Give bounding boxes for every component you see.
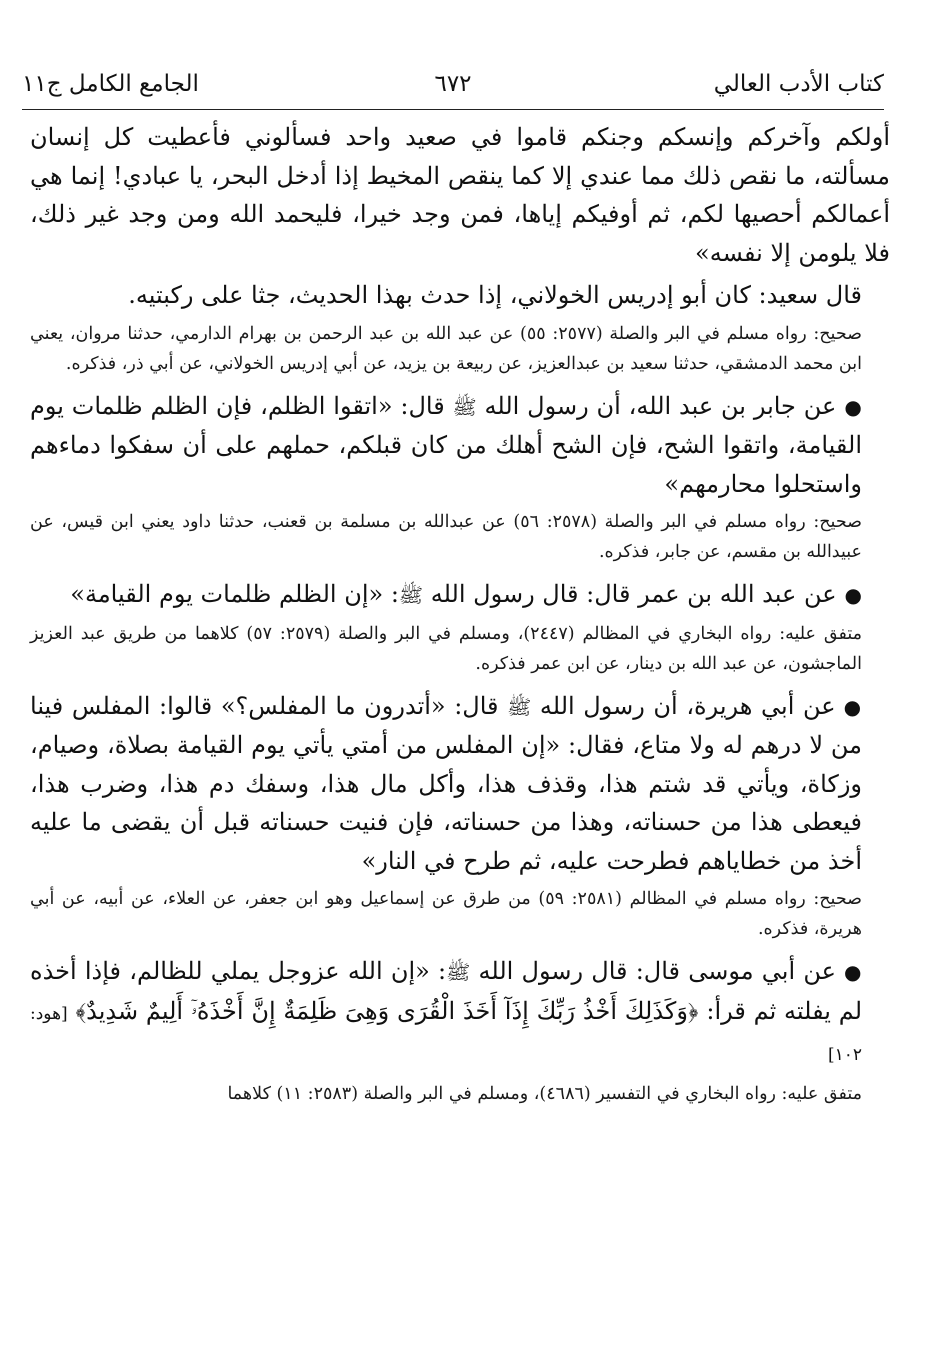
salla-glyph: ﷺ <box>452 394 477 419</box>
hadith-paragraph <box>30 575 890 615</box>
bullet-icon: ● <box>843 694 863 719</box>
hadith-text: قال: «اتقوا الظلم، فإن الظلم ظلمات يوم القيامة، واتقوا الشح، فإن الشح أهلك من كان قبلكم، حملهم على أن سفكوا دماءهم واستحلوا محارمهم» <box>30 391 862 498</box>
quran-verse: ﴿وَكَذَلِكَ أَخْذُ رَبِّكَ إِذَآ أَخَذَ الْقُرَى وَهِىَ ظَلِمَةٌ إِنَّ أَخْذَهُۥٓ أَلِيمٌ شَدِيدٌ﴾ <box>75 996 699 1025</box>
hadith-intro: عن أبي هريرة، أن رسول الله <box>539 691 836 720</box>
bullet-icon: ● <box>844 394 862 419</box>
page-header <box>22 64 884 104</box>
hadith-text: : «إن الظلم ظلمات يوم القيامة» <box>70 580 399 608</box>
narrator-comment: قال سعيد: كان أبو إدريس الخولاني، إذا حدث بهذا الحديث، جثا على ركبتيه. <box>128 281 862 309</box>
header-volume-title: الجامع الكامل ج١١ <box>22 71 199 97</box>
hadith-intro: عن جابر بن عبد الله، أن رسول الله <box>484 391 837 420</box>
salla-glyph: ﷺ <box>507 694 532 719</box>
hadith-text: : «إن الله عزوجل يملي للظالم، فإذا أخذه لم يفلته ثم قرأ: <box>30 957 863 1025</box>
hadith-continuation: أولكم وآخركم وإنسكم وجنكم قاموا في صعيد واحد فسألوني فأعطيت كل إنسان مسألته، ما نقص ذلك مما عندي إلا كما ينقص المخيط إذا أدخل البحر، يا عبادي! إنما هي أعمالكم أحصيها لكم، ثم أوفيكم إياها، فمن وجد خيرا، فليحمد الله ومن وجد غير ذلك، فلا يلومن إلا نفسه» <box>30 123 890 267</box>
hadith-intro: عن أبي موسى قال: قال رسول الله <box>478 957 836 985</box>
hadith-paragraph <box>30 387 890 504</box>
hadith-paragraph <box>30 952 890 1075</box>
hadith-text: قال: «أتدرون ما المفلس؟» قالوا: المفلس فينا من لا درهم له ولا متاع، فقال: «إن المفلس من أمتي يأتي يوم القيامة بصلاة، وصيام، وزكاة، ويأتي قد شتم هذا، وقذف هذا، وأكل مال هذا، وسفك دم هذا، وضرب هذا، فيعطى هذا من حسناته، وهذا من حسناته، فإن فنيت حسناته قبل أن يقضى ما عليه أخذ من خطاياهم فطرحت عليه، ثم طرح في النار» <box>30 691 863 875</box>
salla-glyph: ﷺ <box>398 583 424 607</box>
salla-glyph: ﷺ <box>446 960 471 984</box>
takhrij-note: متفق عليه: رواه البخاري في التفسير (٤٦٨٦)، ومسلم في البر والصلة (٢٥٨٣: ١١) كلاهما <box>227 1083 862 1104</box>
page-number: ٦٧٢ <box>434 71 472 97</box>
hadith-paragraph <box>30 687 890 881</box>
hadith-intro: عن عبد الله بن عمر قال: قال رسول الله <box>430 580 837 608</box>
bullet-icon: ● <box>843 960 863 984</box>
header-book-title: كتاب الأدب العالي <box>713 71 884 97</box>
takhrij-note: صحيح: رواه مسلم في البر والصلة (٢٥٧٨: ٥٦) عن عبدالله بن مسلمة بن قعنب، حدثنا داود يعني ابن قيس، عن عبيدالله بن مقسم، عن جابر، فذكره. <box>30 512 862 562</box>
verse-reference: [هود: ١٠٢] <box>30 1003 862 1065</box>
takhrij-note: صحيح: رواه مسلم في البر والصلة (٢٥٧٧: ٥٥) عن عبد الله بن عبد الرحمن بن بهرام الدارمي، حدثنا مروان، يعني ابن محمد الدمشقي، حدثنا سعيد بن عبدالعزيز، عن ربيعة بن يزيد، عن أبي إدريس الخولاني، عن أبي ذر، فذكره. <box>30 323 862 374</box>
page-body <box>30 118 890 1117</box>
takhrij-note: متفق عليه: رواه البخاري في المظالم (٢٤٤٧)، ومسلم في البر والصلة (٢٥٧٩: ٥٧) كلاهما من طريق عبد العزيز الماجشون، عن عبد الله بن دينار، عن ابن عمر فذكره. <box>30 623 862 674</box>
takhrij-note: صحيح: رواه مسلم في المظالم (٢٥٨١: ٥٩) من طرق عن إسماعيل وهو ابن جعفر، عن العلاء، عن أبيه، عن أبي هريرة، فذكره. <box>30 889 862 939</box>
header-divider <box>22 109 884 110</box>
bullet-icon: ● <box>844 583 862 607</box>
